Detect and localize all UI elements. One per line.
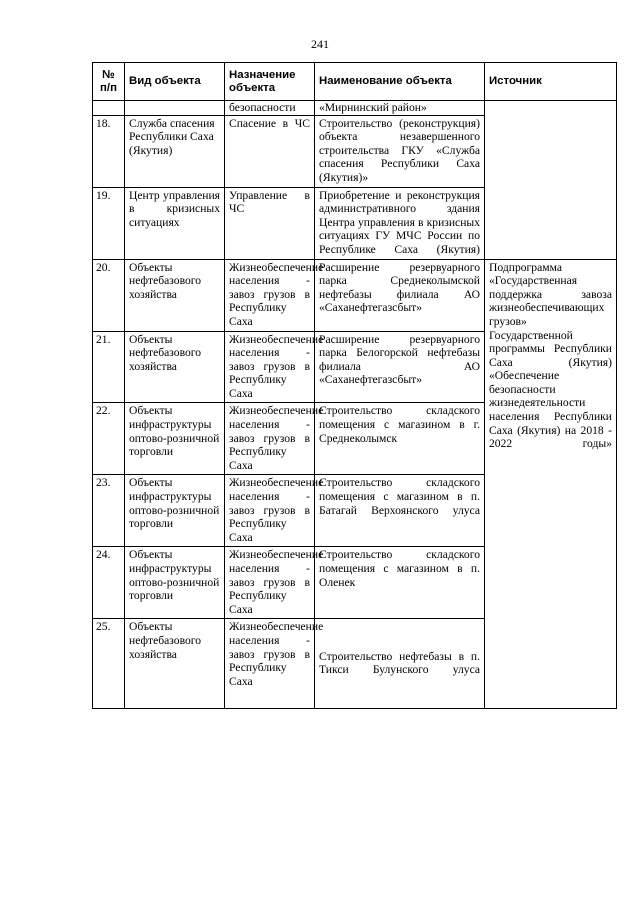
cell-type: Объекты инфраструктуры оптово-розничной торговли — [125, 403, 225, 475]
cell-type: Центр управления в кризисных ситуациях — [125, 187, 225, 259]
header-num: № п/п — [93, 63, 125, 101]
cell-type — [125, 101, 225, 116]
cell-type: Объекты инфраструктуры оптово-розничной торговли — [125, 475, 225, 547]
cell-num: 18. — [93, 115, 125, 187]
cell-type: Объекты нефтебазового хозяйства — [125, 259, 225, 331]
table-header-row — [93, 63, 617, 101]
cell-num: 21. — [93, 331, 125, 403]
header-type: Вид объекта — [125, 63, 225, 101]
table-row — [93, 259, 617, 331]
cell-purpose: Жизнеобеспечение населения - завоз грузов в Республику Саха — [225, 475, 315, 547]
cell-purpose: Управление в ЧС — [225, 187, 315, 259]
cell-num: 23. — [93, 475, 125, 547]
cell-purpose: Жизнеобеспечение населения - завоз грузов в Республику Саха — [225, 403, 315, 475]
cell-name: Расширение резервуарного парка Среднеколымской нефтебазы филиала АО «Саханефтегазсбыт» — [315, 259, 485, 331]
cell-purpose: Жизнеобеспечение населения - завоз грузов в Республику Саха — [225, 331, 315, 403]
cell-purpose: Жизнеобеспечение населения - завоз грузов в Республику Саха — [225, 547, 315, 619]
cell-name: Строительство нефтебазы в п. Тикси Булунского улуса — [315, 619, 485, 709]
cell-name: «Мирнинский район» — [315, 101, 485, 116]
cell-name: Расширение резервуарного парка Белогорской нефтебазы филиала АО «Саханефтегазсбыт» — [315, 331, 485, 403]
cell-source-empty — [485, 101, 617, 260]
cell-name: Строительство складского помещения с магазином в п. Батагай Верхоянского улуса — [315, 475, 485, 547]
cell-purpose: безопасности — [225, 101, 315, 116]
cell-name: Строительство (реконструкция) объекта незавершенного строительства ГКУ «Служба спасения Республики Саха (Якутия)» — [315, 115, 485, 187]
cell-type: Объекты нефтебазового хозяйства — [125, 619, 225, 709]
cell-purpose: Жизнеобеспечение населения - завоз грузов в Республику Саха — [225, 259, 315, 331]
cell-num: 20. — [93, 259, 125, 331]
cell-type: Служба спасения Республики Саха (Якутия) — [125, 115, 225, 187]
cell-num: 22. — [93, 403, 125, 475]
header-purpose: Назначение объекта — [225, 63, 315, 101]
header-name: Наименование объекта — [315, 63, 485, 101]
cell-num: 25. — [93, 619, 125, 709]
cell-name: Строительство складского помещения с магазином в п. Оленек — [315, 547, 485, 619]
cell-num — [93, 101, 125, 116]
cell-num: 19. — [93, 187, 125, 259]
cell-num: 24. — [93, 547, 125, 619]
objects-table — [92, 62, 617, 709]
cell-purpose: Жизнеобеспечение населения - завоз грузов в Республику Саха — [225, 619, 315, 709]
page-number: 241 — [311, 37, 329, 51]
cell-source: Подпрограмма «Государственная поддержка завоза жизнеобеспечивающих грузов» Государственной программы Республики Саха (Якутия) «Обеспечение безопасности жизнедеятельности населения Республики Саха (Якутия) на 2018 - 2022 годы» — [485, 259, 617, 709]
cell-type: Объекты нефтебазового хозяйства — [125, 331, 225, 403]
cell-type: Объекты инфраструктуры оптово-розничной торговли — [125, 547, 225, 619]
cell-purpose: Спасение в ЧС — [225, 115, 315, 187]
cell-name: Приобретение и реконструкция административного здания Центра управления в кризисных ситуациях ГУ МЧС России по Республике Саха (Якутия) — [315, 187, 485, 259]
cell-name: Строительство складского помещения с магазином в г. Среднеколымск — [315, 403, 485, 475]
table-row-continuation — [93, 101, 617, 116]
header-source: Источник — [485, 63, 617, 101]
